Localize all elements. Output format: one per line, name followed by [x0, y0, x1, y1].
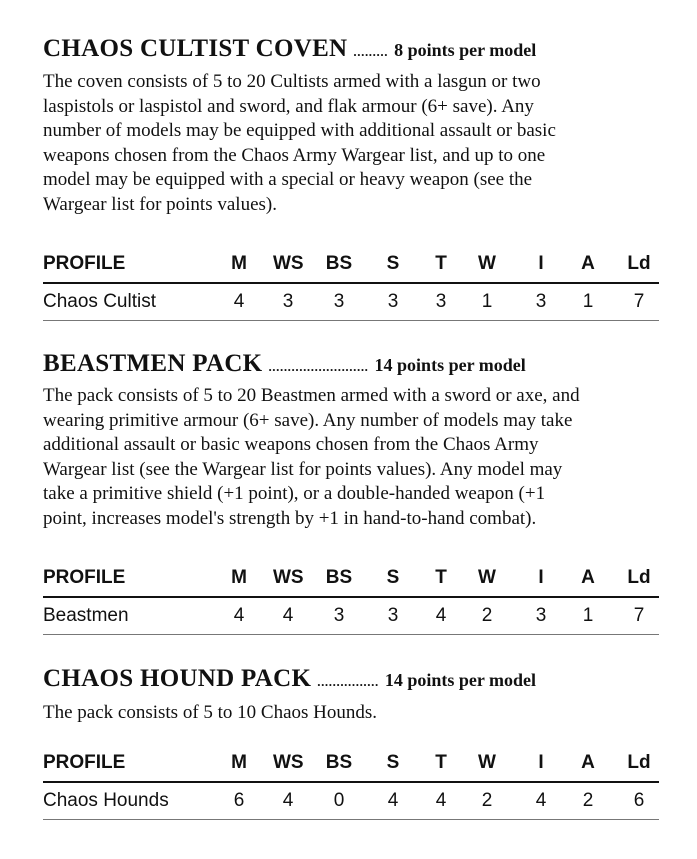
- header-s: S: [386, 567, 400, 588]
- stat-t: 4: [435, 790, 447, 811]
- unit-name: BEASTMEN PACK: [43, 350, 263, 377]
- description-line: weapons chosen from the Chaos Army Wargear list, and up to one: [43, 144, 546, 166]
- header-w: W: [478, 253, 496, 274]
- points-cost: 14 points per model: [384, 670, 537, 690]
- header-divider: [43, 781, 659, 783]
- header-profile: PROFILE: [43, 752, 126, 773]
- stat-ws: 4: [282, 605, 294, 626]
- header-a: A: [581, 253, 595, 274]
- stat-a: 1: [582, 291, 594, 312]
- stat-a: 1: [582, 605, 594, 626]
- header-m: M: [231, 752, 247, 773]
- stat-m: 4: [233, 291, 245, 312]
- stat-m: 4: [233, 605, 245, 626]
- header-divider: [43, 596, 659, 598]
- unit-name: CHAOS CULTIST COVEN: [43, 35, 348, 62]
- section-title-hound-pack: [43, 665, 536, 693]
- header-bs: BS: [325, 253, 353, 274]
- description-line: number of models may be equipped with additional assault or basic: [43, 120, 556, 141]
- description-line: The pack consists of 5 to 20 Beastmen armed with a sword or axe, and: [43, 385, 580, 406]
- header-m: M: [231, 567, 247, 588]
- description-line: The pack consists of 5 to 10 Chaos Hounds.: [43, 702, 378, 723]
- description-line: wearing primitive armour (6+ save). Any number of models may take: [43, 409, 573, 431]
- header-a: A: [581, 752, 595, 773]
- unit-name: CHAOS HOUND PACK: [43, 665, 312, 692]
- stat-w: 1: [481, 291, 493, 312]
- section-title-beastmen-pack: [43, 350, 526, 378]
- stat-i: 3: [535, 291, 547, 312]
- profile-table: [43, 253, 659, 333]
- unit-type-name: Chaos Hounds: [43, 790, 169, 811]
- table-row: [43, 790, 659, 818]
- header-ld: Ld: [627, 567, 651, 588]
- description-line: take a primitive shield (+1 point), or a double-handed weapon (+1: [43, 483, 546, 504]
- stat-t: 4: [435, 605, 447, 626]
- stat-s: 3: [387, 605, 399, 626]
- header-profile: PROFILE: [43, 253, 126, 274]
- stat-t: 3: [435, 291, 447, 312]
- row-divider: [43, 819, 659, 820]
- stat-ws: 3: [282, 291, 294, 312]
- stat-s: 4: [387, 790, 399, 811]
- header-t: T: [435, 253, 447, 274]
- header-divider: [43, 282, 659, 284]
- stat-s: 3: [387, 291, 399, 312]
- header-bs: BS: [325, 567, 353, 588]
- stat-a: 2: [582, 790, 594, 811]
- stat-w: 2: [481, 605, 493, 626]
- unit-type-name: Chaos Cultist: [43, 291, 156, 312]
- profile-header-row: [43, 752, 659, 780]
- stat-ld: 7: [633, 291, 645, 312]
- header-w: W: [478, 567, 496, 588]
- header-ws: WS: [273, 253, 304, 274]
- stat-i: 4: [535, 790, 547, 811]
- profile-header-row: [43, 253, 659, 281]
- description-line: model may be equipped with a special or heavy weapon (see the: [43, 169, 533, 190]
- stat-bs: 3: [333, 605, 345, 626]
- profile-header-row: [43, 567, 659, 595]
- header-i: I: [538, 567, 544, 588]
- header-ld: Ld: [627, 752, 651, 773]
- stat-ld: 7: [633, 605, 645, 626]
- leader-dots: ..........................: [268, 359, 369, 374]
- header-s: S: [386, 253, 400, 274]
- profile-table: [43, 567, 659, 647]
- header-i: I: [538, 253, 544, 274]
- header-ws: WS: [273, 567, 304, 588]
- stat-ws: 4: [282, 790, 294, 811]
- header-s: S: [386, 752, 400, 773]
- description-line: Wargear list for points values).: [43, 193, 277, 215]
- table-row: [43, 605, 659, 633]
- profile-table: [43, 752, 659, 832]
- description-line: The coven consists of 5 to 20 Cultists armed with a lasgun or two: [43, 71, 541, 92]
- stat-m: 6: [233, 790, 245, 811]
- header-t: T: [435, 567, 447, 588]
- stat-ld: 6: [633, 790, 645, 811]
- header-ld: Ld: [627, 253, 651, 274]
- leader-dots: .........: [353, 44, 389, 59]
- unit-description: [43, 384, 663, 531]
- header-a: A: [581, 567, 595, 588]
- row-divider: [43, 634, 659, 635]
- stat-bs: 0: [333, 790, 345, 811]
- header-m: M: [231, 253, 247, 274]
- unit-description: [43, 701, 663, 726]
- stat-i: 3: [535, 605, 547, 626]
- leader-dots: ................: [317, 674, 379, 689]
- header-ws: WS: [273, 752, 304, 773]
- header-t: T: [435, 752, 447, 773]
- description-line: laspistols or laspistol and sword, and flak armour (6+ save). Any: [43, 95, 534, 117]
- stat-bs: 3: [333, 291, 345, 312]
- points-cost: 8 points per model: [394, 40, 537, 60]
- header-i: I: [538, 752, 544, 773]
- unit-description: [43, 70, 663, 217]
- table-row: [43, 291, 659, 319]
- section-title-cultist-coven: [43, 35, 536, 63]
- description-line: point, increases model's strength by +1 in hand-to-hand combat).: [43, 507, 537, 529]
- unit-type-name: Beastmen: [43, 605, 129, 626]
- header-w: W: [478, 752, 496, 773]
- description-line: Wargear list (see the Wargear list for points values). Any model may: [43, 458, 563, 480]
- description-line: additional assault or basic weapons chosen from the Chaos Army: [43, 434, 539, 455]
- row-divider: [43, 320, 659, 321]
- points-cost: 14 points per model: [374, 355, 526, 375]
- header-profile: PROFILE: [43, 567, 126, 588]
- stat-w: 2: [481, 790, 493, 811]
- header-bs: BS: [325, 752, 353, 773]
